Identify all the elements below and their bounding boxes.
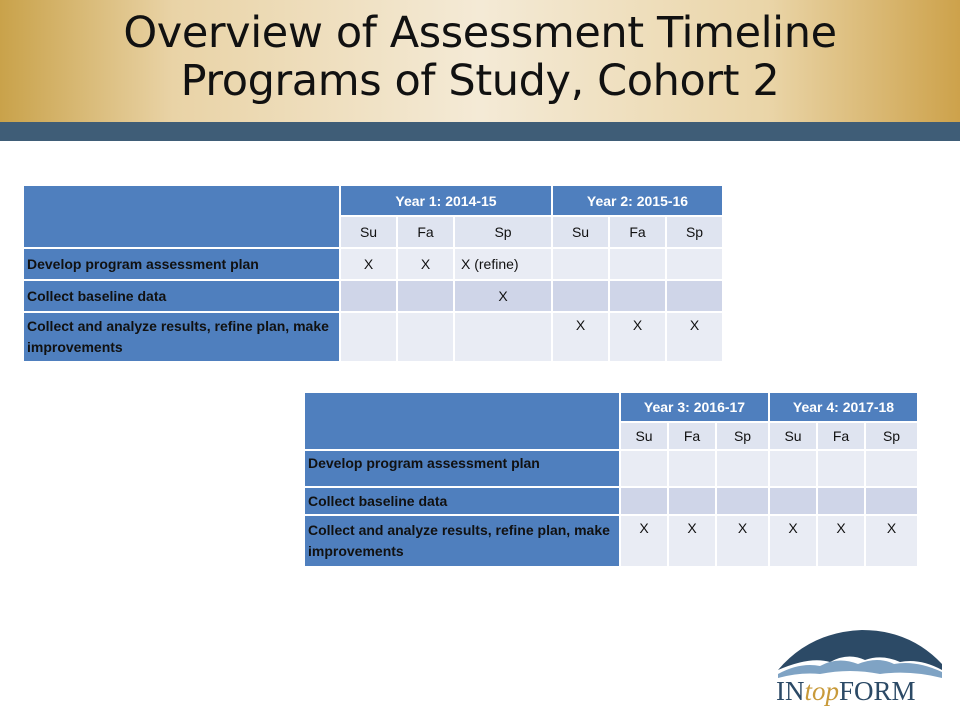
table2-term: Fa — [668, 422, 716, 450]
timeline-table-year3-4 — [303, 391, 919, 568]
logo-text-in: IN — [776, 676, 805, 706]
table-cell — [769, 487, 817, 515]
table-cell — [340, 312, 397, 362]
row-label: Collect and analyze results, refine plan, make improvements — [23, 312, 340, 362]
table-cell — [817, 450, 865, 487]
table1-term: Su — [552, 216, 609, 248]
table2-term: Sp — [716, 422, 769, 450]
table-cell — [340, 280, 397, 312]
table-row — [304, 450, 918, 487]
table-cell — [716, 487, 769, 515]
table1-term: Fa — [609, 216, 666, 248]
slide-title-line1: Overview of Assessment Timeline — [123, 8, 837, 58]
table1-year-header-2: Year 2: 2015-16 — [552, 185, 723, 216]
table-cell — [620, 450, 668, 487]
table-cell: X (refine) — [454, 248, 552, 280]
table1-term: Sp — [454, 216, 552, 248]
row-label: Collect baseline data — [304, 487, 620, 515]
logo-text-form: FORM — [839, 676, 916, 706]
table-cell — [865, 450, 918, 487]
logo-text-top: top — [804, 676, 840, 706]
table-cell: X — [769, 515, 817, 567]
row-label: Collect and analyze results, refine plan, make improvements — [304, 515, 620, 567]
intopform-logo — [770, 622, 950, 712]
table-cell — [397, 280, 454, 312]
table2-term: Fa — [817, 422, 865, 450]
table-row — [23, 248, 723, 280]
table-cell: X — [454, 280, 552, 312]
table-row — [304, 487, 918, 515]
table2-year-header-3: Year 3: 2016-17 — [620, 392, 769, 422]
table-cell: X — [817, 515, 865, 567]
table-cell: X — [620, 515, 668, 567]
table2-term: Su — [620, 422, 668, 450]
table-cell — [609, 280, 666, 312]
table1-corner-cell — [23, 185, 340, 248]
table1-term: Fa — [397, 216, 454, 248]
table-cell — [620, 487, 668, 515]
row-label: Develop program assessment plan — [304, 450, 620, 487]
table-cell — [666, 280, 723, 312]
table-cell: X — [865, 515, 918, 567]
table-cell: X — [668, 515, 716, 567]
table2-year-header-4: Year 4: 2017-18 — [769, 392, 918, 422]
table-cell — [454, 312, 552, 362]
title-divider-band — [0, 122, 960, 141]
table-row — [304, 515, 918, 567]
table-cell: X — [609, 312, 666, 362]
table-row — [23, 280, 723, 312]
table2-term: Su — [769, 422, 817, 450]
table-cell — [397, 312, 454, 362]
table-cell — [716, 450, 769, 487]
table1-year-header-1: Year 1: 2014-15 — [340, 185, 552, 216]
table-cell: X — [340, 248, 397, 280]
row-label: Collect baseline data — [23, 280, 340, 312]
table-cell — [769, 450, 817, 487]
table-cell: X — [552, 312, 609, 362]
title-banner — [0, 0, 960, 122]
table-cell — [666, 248, 723, 280]
table2-term: Sp — [865, 422, 918, 450]
timeline-table-year1-2 — [22, 184, 724, 363]
table2-corner-cell — [304, 392, 620, 450]
table-cell — [817, 487, 865, 515]
table1-term: Su — [340, 216, 397, 248]
table-cell — [552, 280, 609, 312]
table-row — [23, 312, 723, 362]
table-cell — [668, 487, 716, 515]
table-cell — [668, 450, 716, 487]
table-cell — [552, 248, 609, 280]
table-cell: X — [716, 515, 769, 567]
slide-title-line2: Programs of Study, Cohort 2 — [180, 56, 780, 106]
row-label: Develop program assessment plan — [23, 248, 340, 280]
table1-term: Sp — [666, 216, 723, 248]
table-cell — [865, 487, 918, 515]
svg-text:INtopFORM — [776, 676, 916, 706]
table-cell: X — [397, 248, 454, 280]
table-cell — [609, 248, 666, 280]
table-cell: X — [666, 312, 723, 362]
